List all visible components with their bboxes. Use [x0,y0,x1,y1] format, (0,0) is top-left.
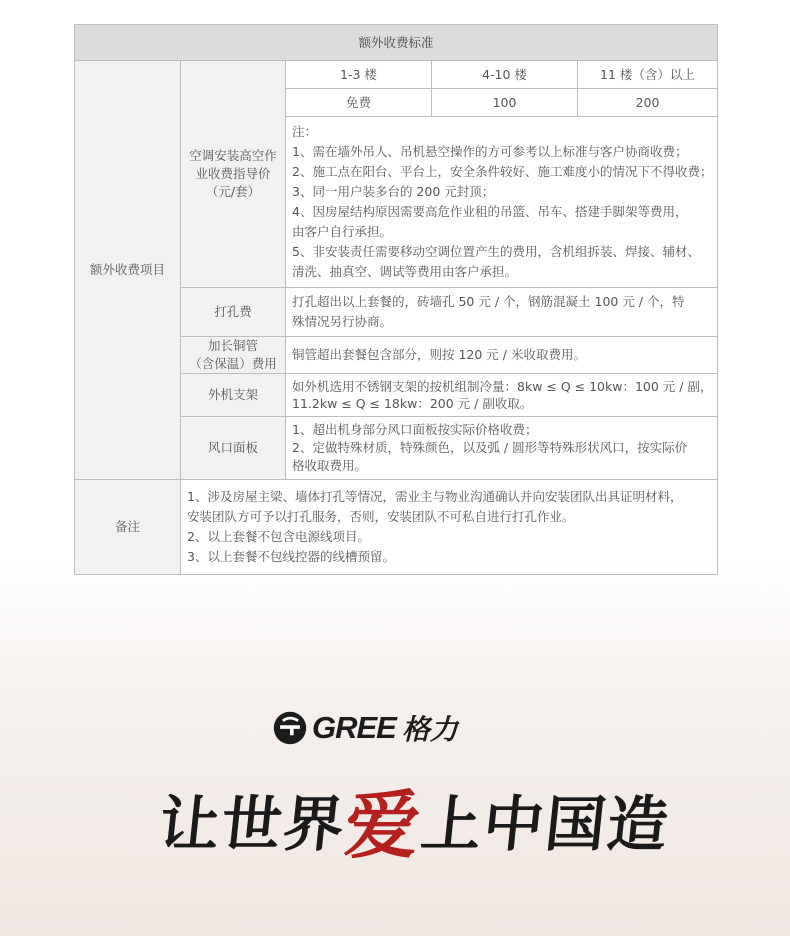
note-line: 清洗、抽真空、调试等费用由客户承担。 [292,264,518,279]
brand-section [0,700,790,900]
note-line: 注： [292,124,318,139]
vent-panel-label: 风口面板 [181,417,286,480]
text-line: 殊情况另行协商。 [292,314,393,329]
slogan-char: 中 [479,790,550,860]
text-line: 1、涉及房屋主梁、墙体打孔等情况，需业主与物业沟通确认并向安装团队出具证明材料， [187,489,683,504]
text-line: 11.2kw ≤ Q ≤ 18kw：200 元 / 副收取。 [292,396,533,411]
table-title: 额外收费标准 [75,25,718,61]
slogan-char: 造 [603,790,674,860]
remarks-text [181,480,718,575]
note-line: 由客户自行承担。 [292,224,393,239]
gree-logo [272,708,458,748]
remarks-label: 备注 [75,480,181,575]
text-line: 安装团队方可予以打孔服务，否则，安装团队不可私自进行打孔作业。 [187,509,575,524]
slogan-char: 上 [417,790,488,860]
high-altitude-label-text: 空调安装高空作业收费指导价（元/套） [189,148,277,199]
price-floor-4-10: 100 [432,89,578,117]
extra-fee-table [74,24,718,575]
gree-wordmark: GREE [312,710,396,745]
gree-swirl-icon [272,710,308,746]
label-line: 加长铜管 [207,338,258,353]
bracket-label: 外机支架 [181,374,286,417]
slogan [155,770,674,870]
high-altitude-notes [286,117,718,288]
high-altitude-label [181,61,286,288]
gree-chinese-wordmark: 格力 [401,713,458,746]
drilling-fee-label: 打孔费 [181,288,286,337]
text-line: 打孔超出以上套餐的，砖墙孔 50 元 / 个，钢筋混凝土 100 元 / 个，特 [292,294,685,309]
slogan-highlight-char: 爱 [340,783,426,869]
slogan-char: 让 [155,790,226,860]
note-line: 4、因房屋结构原因需要高危作业租的吊篮、吊车、搭建手脚架等费用， [292,204,688,219]
drilling-fee-text [286,288,718,337]
note-line: 5、非安装责任需要移动空调位置产生的费用，含机组拆装、焊接、辅材、 [292,244,700,259]
note-line: 3、同一用户装多台的 200 元封顶； [292,184,495,199]
bracket-text [286,374,718,417]
price-floor-11-plus: 200 [578,89,718,117]
text-line: 如外机选用不锈钢支架的按机组制冷量：8kw ≤ Q ≤ 10kw：100 元 / 副， [292,379,713,394]
tier-floor-11-plus: 11 楼（含）以上 [578,61,718,89]
slogan-char: 国 [541,790,612,860]
copper-pipe-text: 铜管超出套餐包含部分，则按 120 元 / 米收取费用。 [286,337,718,374]
tier-floor-4-10: 4-10 楼 [432,61,578,89]
text-line: 2、定做特殊材质，特殊颜色，以及弧 / 圆形等特殊形状风口，按实际价 [292,440,688,455]
text-line: 格收取费用。 [292,458,368,473]
price-floor-1-3: 免费 [286,89,432,117]
text-line: 3、以上套餐不包线控器的线槽预留。 [187,549,395,564]
note-line: 1、需在墙外吊人、吊机悬空操作的方可参考以上标准与客户协商收费； [292,144,688,159]
slogan-char: 世 [217,790,288,860]
copper-pipe-label [181,337,286,374]
text-line: 1、超出机身部分风口面板按实际价格收费； [292,422,538,437]
tier-floor-1-3: 1-3 楼 [286,61,432,89]
label-line: （含保温）费用 [189,356,277,371]
slogan-char: 界 [279,790,350,860]
text-line: 2、以上套餐不包含电源线项目。 [187,529,370,544]
vent-panel-text [286,417,718,480]
note-line: 2、施工点在阳台、平台上，安全条件较好、施工难度小的情况下不得收费； [292,164,713,179]
section-label-extra-fees: 额外收费项目 [75,61,181,480]
